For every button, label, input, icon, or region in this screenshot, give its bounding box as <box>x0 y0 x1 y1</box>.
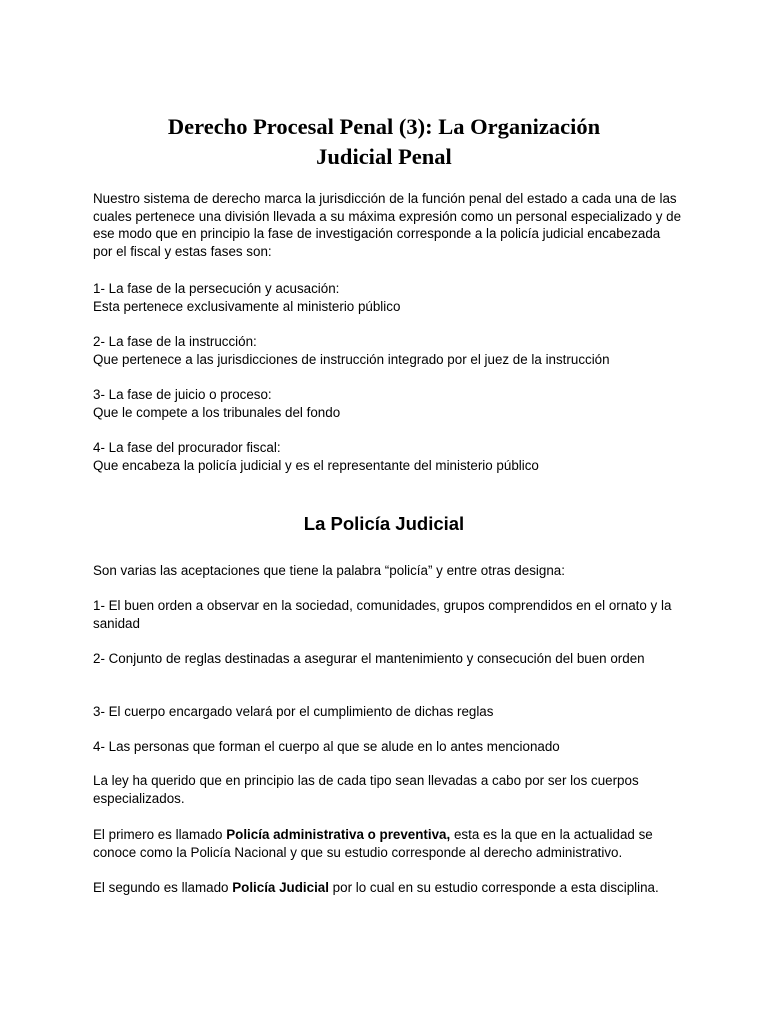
phase-4-body: Que encabeza la policía judicial y es el representante del ministerio público <box>93 457 539 473</box>
phase-1-body: Esta pertenece exclusivamente al ministerio público <box>93 298 401 314</box>
phase-1 <box>93 280 683 315</box>
meaning-3: 3- El cuerpo encargado velará por el cumplimiento de dichas reglas <box>93 704 494 719</box>
meaning-1: 1- El buen orden a observar en la sociedad, comunidades, grupos comprendidos en el ornato y la sanidad <box>93 598 672 631</box>
law-paragraph: La ley ha querido que en principio las de cada tipo sean llevadas a cabo por ser los cuerpos especializados. <box>93 773 639 806</box>
phase-3-body: Que le compete a los tribunales del fondo <box>93 404 341 420</box>
first-police-paragraph <box>93 826 683 861</box>
meaning-2: 2- Conjunto de reglas destinadas a asegurar el mantenimiento y consecución del buen orden <box>93 651 645 666</box>
administrative-police-term: Policía administrativa o preventiva, <box>226 827 451 842</box>
meaning-4: 4- Las personas que forman el cuerpo al que se alude en lo antes mencionado <box>93 739 560 754</box>
phase-2-body: Que pertenece a las jurisdicciones de instrucción integrado por el juez de la instrucción <box>93 351 610 367</box>
second-paragraph-rest: por lo cual en su estudio corresponde a esta disciplina. <box>328 880 659 895</box>
phase-3-heading: 3- La fase de juicio o proceso: <box>93 387 272 402</box>
second-paragraph-lead: El segundo es llamado <box>93 880 233 895</box>
second-police-paragraph <box>93 879 683 897</box>
section-heading: La Policía Judicial <box>303 513 465 534</box>
section-intro: Son varias las aceptaciones que tiene la palabra “policía” y entre otras designa: <box>93 563 565 578</box>
document-title-line-2: Judicial Penal <box>316 144 452 169</box>
phase-4 <box>93 439 683 474</box>
document-title-line-1: Derecho Procesal Penal (3): La Organización <box>167 114 601 139</box>
document-title <box>92 112 676 172</box>
phase-3 <box>93 386 683 421</box>
intro-paragraph: Nuestro sistema de derecho marca la jurisdicción de la función penal del estado a cada una de las cuales pertenece una división llevada a su máxima expresión como un personal especializado y de ese modo que en principio la fase de investigación corresponde a la policía judicial encabezada por el fiscal y estas fases son: <box>93 191 682 259</box>
first-paragraph-lead: El primero es llamado <box>93 827 227 842</box>
phase-2 <box>93 333 683 368</box>
first-paragraph-rest: esta es la que en la actualidad se conoce como la Policía Nacional y que su estudio corresponde al derecho administrativo. <box>93 827 653 860</box>
judicial-police-term: Policía Judicial <box>232 880 329 895</box>
phase-4-heading: 4- La fase del procurador fiscal: <box>93 440 281 455</box>
phase-1-heading: 1- La fase de la persecución y acusación: <box>93 281 340 296</box>
phase-2-heading: 2- La fase de la instrucción: <box>93 334 257 349</box>
